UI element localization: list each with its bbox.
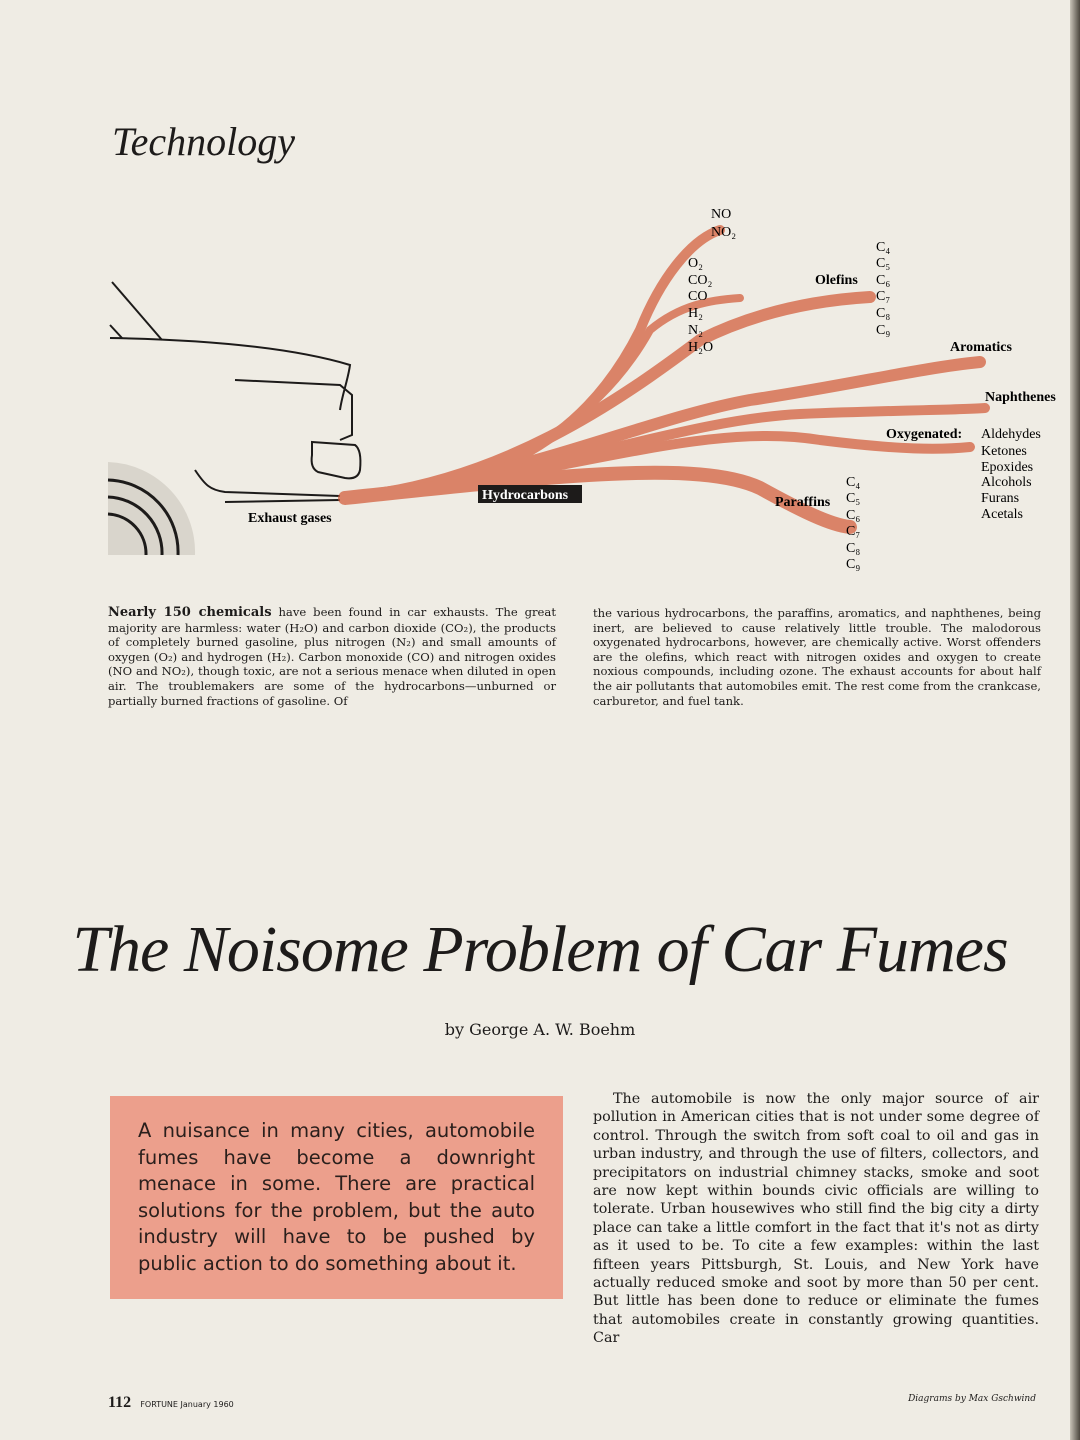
- page-number: 112: [108, 1394, 132, 1411]
- carbon-label: C₅: [876, 256, 891, 271]
- carbon-label: C₉: [846, 557, 861, 572]
- compound-label: Epoxides: [981, 460, 1034, 475]
- pull-quote: A nuisance in many cities, automobile fumes have become a downright menace in some. There are practical solutions for the problem, but the auto industry will have to be pushed by public action to do something about it.: [110, 1096, 563, 1299]
- carbon-label: C₈: [876, 306, 891, 321]
- carbon-label: C₄: [876, 240, 891, 255]
- caption-right: the various hydrocarbons, the paraffins, aromatics, and naphthenes, being inert, are believed to cause relatively little trouble. The malodorous oxygenated hydrocarbons, however, are chemically active. Worst offenders are the olefins, which react with nitrogen oxides and oxygen to create noxious compounds, including ozone. The exhaust accounts for about half the air pollutants that automobiles emit. The rest come from the crankcase, carburetor, and fuel tank.: [593, 606, 1041, 708]
- exhaust-diagram: [0, 190, 1080, 590]
- byline: by George A. W. Boehm: [444, 1020, 636, 1039]
- car-outline: [110, 282, 360, 502]
- gas-label: N₂: [688, 323, 703, 338]
- carbon-label: C₉: [876, 323, 891, 338]
- gas-label: CO: [688, 289, 708, 304]
- label-aromatics: Aromatics: [950, 340, 1012, 355]
- caption-left-text: have been found in car exhausts. The great majority are harmless: water (H₂O) and carbon dioxide (CO₂), the products of completely burned gasoline, plus nitrogen (N₂) and small amounts of oxygen (O₂) and hydrogen (H₂). Carbon monoxide (CO) and nitrogen oxides (NO and NO₂), though toxic, are not a serious menace when diluted in open air. The troublemakers are some of the hydrocarbons—unburned or partially burned fractions of gasoline. Of: [108, 605, 556, 708]
- label-oxygenated: Oxygenated:: [886, 427, 963, 442]
- label-naphthenes: Naphthenes: [985, 390, 1056, 405]
- compound-label: Aldehydes: [981, 427, 1041, 442]
- gas-label: H₂: [688, 306, 703, 321]
- caption-left: [108, 605, 556, 708]
- compound-label: Furans: [981, 491, 1020, 506]
- article-body: The automobile is now the only major source of air pollution in American cities that is not under some degree of control. Through the switch from soft coal to oil and gas in urban industry, and through the use of filters, collectors, and precipitators on industrial chimney stacks, smoke and soot are now kept within bounds civic officials are willing to tolerate. Urban housewives who still find the big city a dirty place can take a little comfort in the fact that it's not as dirty as it used to be. To cite a few examples: within the last fifteen years Pittsburgh, St. Louis, and New York have actually reduced smoke and soot by more than 50 per cent. But little has been done to reduce or eliminate the fumes that automobiles create in constantly growing quantities. Car: [593, 1091, 1039, 1347]
- compound-label: Alcohols: [981, 475, 1032, 490]
- olefin-chain: [876, 240, 890, 338]
- magazine-issue: FORTUNE January 1960: [140, 1400, 234, 1409]
- carbon-label: C₈: [846, 541, 861, 556]
- footer-left: [108, 1394, 234, 1412]
- label-olefins: Olefins: [815, 273, 858, 288]
- carbon-label: C₆: [846, 508, 861, 523]
- diagram-credit: Diagrams by Max Gschwind: [908, 1394, 1036, 1404]
- label-no2: NO₂: [711, 225, 737, 240]
- gas-label: O₂: [688, 256, 703, 271]
- label-hydrocarbons: Hydrocarbons: [482, 488, 569, 503]
- carbon-label: C₄: [846, 475, 861, 490]
- section-heading: Technology: [112, 119, 295, 164]
- article-title: The Noisome Problem of Car Fumes: [72, 913, 1008, 986]
- caption-lead: Nearly 150 chemicals: [108, 605, 272, 620]
- carbon-label: C₅: [846, 491, 861, 506]
- carbon-label: C₇: [846, 524, 861, 539]
- paraffin-chain: [846, 475, 860, 572]
- label-exhaust: Exhaust gases: [248, 511, 332, 526]
- label-no: NO: [711, 207, 732, 222]
- wheel: [108, 462, 195, 555]
- oxygenated-list: [981, 427, 1041, 522]
- label-paraffins: Paraffins: [775, 495, 831, 510]
- page-spine-shadow: [1070, 0, 1080, 1440]
- gas-label: H₂O: [688, 340, 714, 355]
- compound-label: Acetals: [981, 507, 1023, 522]
- carbon-label: C₇: [876, 289, 891, 304]
- compound-label: Ketones: [981, 444, 1027, 459]
- carbon-label: C₆: [876, 273, 891, 288]
- gas-label: CO₂: [688, 273, 713, 288]
